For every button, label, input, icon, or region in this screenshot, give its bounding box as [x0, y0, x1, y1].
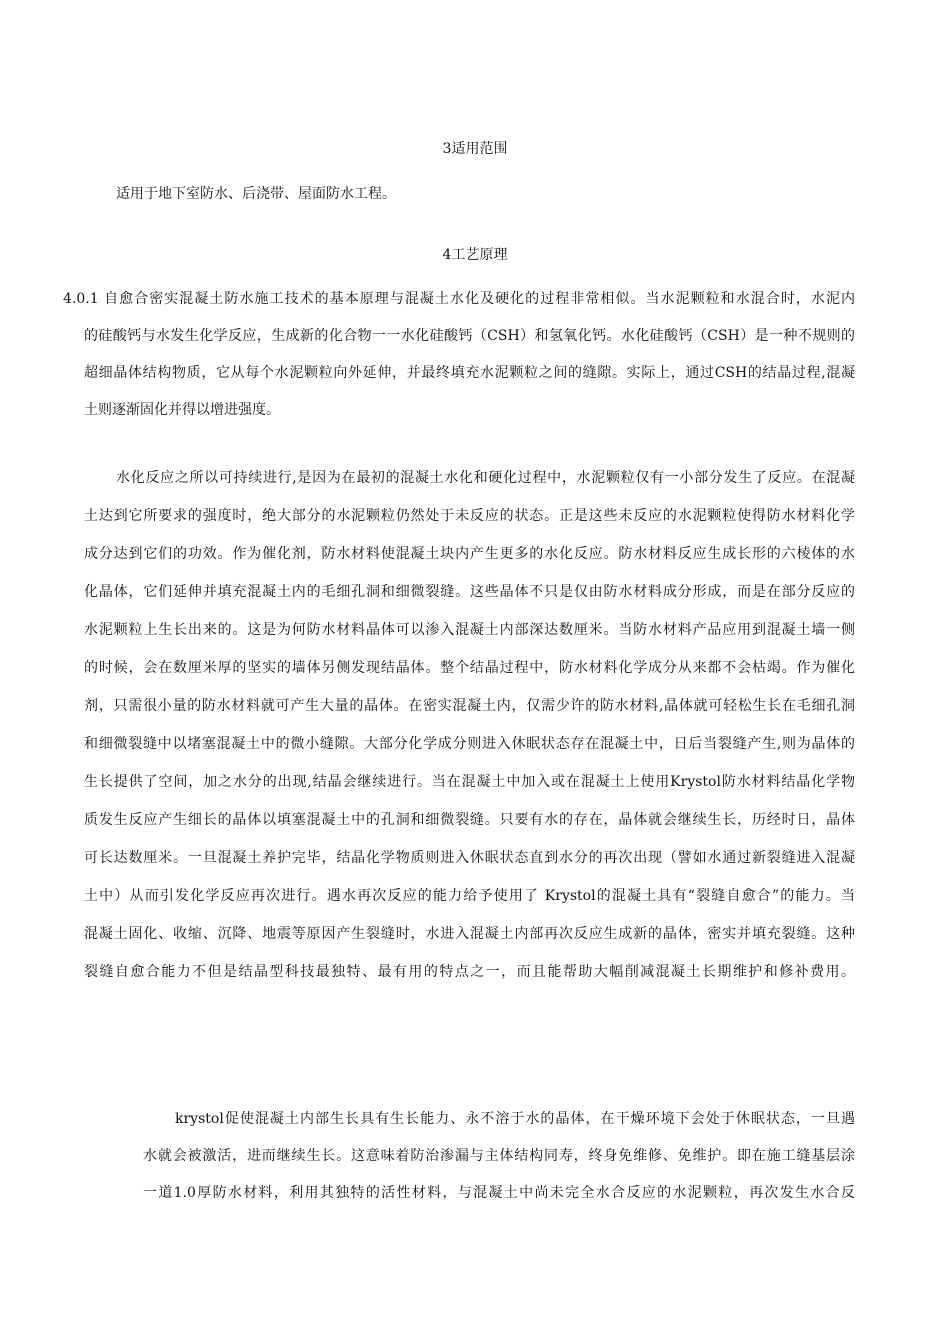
paragraph-2-line: 成分达到它们的功效。作为催化剂，防水材料使混凝土块内产生更多的水化反应。防水材料反应生成长形的六棱体的水 — [84, 546, 855, 562]
paragraph-2-line: 土中）从而引发化学反应再次进行。遇水再次反应的能力给予使用了 Krystol的混凝土具有“裂缝自愈合”的能力。当 — [84, 888, 855, 904]
paragraph-3-line: krystol促使混凝土内部生长具有生长能力、永不溶于水的晶体，在干燥环境下会处于休眠状态，一旦遇 — [175, 1111, 855, 1127]
paragraph-1-line: 超细晶体结构物质，它从每个水泥颗粒向外延伸，并最终填充水泥颗粒之间的缝隙。实际上，通过CSH的结晶过程,混凝 — [84, 365, 855, 381]
paragraph-2-line: 的时候，会在数厘米厚的坚实的墙体另侧发现结晶体。整个结晶过程中，防水材料化学成分从来都不会枯竭。作为催化 — [84, 660, 855, 676]
paragraph-3-line: 水就会被激活，进而继续生长。这意味着防治渗漏与主体结构同寿，终身免维修、免维护。即在施工缝基层涂 — [143, 1148, 855, 1164]
paragraph-2-line: 裂缝自愈合能力不但是结晶型科技最独特、最有用的特点之一，而且能帮助大幅削减混凝土长期维护和修补费用。 — [84, 964, 855, 980]
paragraph-2-line: 混凝土固化、收缩、沉降、地震等原因产生裂缝时，水进入混凝土内部再次反应生成新的晶体，密实并填充裂缝。这种 — [84, 926, 855, 942]
paragraph-1-line: 4.0.1 自愈合密实混凝土防水施工技术的基本原理与混凝土水化及硬化的过程非常相似。当水泥颗粒和水混合时，水泥内 — [63, 291, 855, 307]
paragraph-2-line: 质发生反应产生细长的晶体以填塞混凝土中的孔洞和细微裂缝。只要有水的存在，晶体就会继续生长，历经时日，晶体 — [84, 812, 855, 828]
paragraph-2-line: 水化反应之所以可持续进行,是因为在最初的混凝土水化和硬化过程中，水泥颗粒仅有一小部分发生了反应。在混凝 — [116, 470, 855, 486]
paragraph-2-line: 水泥颗粒上生长出来的。这是为何防水材料晶体可以渗入混凝土内部深达数厘米。当防水材料产品应用到混凝土墙一侧 — [84, 622, 855, 638]
paragraph-2-line: 生长提供了空间，加之水分的出现,结晶会继续进行。当在混凝土中加入或在混凝土上使用Krystol防水材料结晶化学物 — [84, 774, 855, 790]
paragraph-2-line: 化晶体，它们延伸并填充混凝土内的毛细孔洞和细微裂缝。这些晶体不只是仅由防水材料成分形成，而是在部分反应的 — [84, 584, 855, 600]
scope-text: 适用于地下室防水、后浇带、屋面防水工程。 — [116, 186, 396, 202]
paragraph-2-line: 剂，只需很小量的防水材料就可产生大量的晶体。在密实混凝土内，仅需少许的防水材料,晶体就可轻松生长在毛细孔洞 — [84, 698, 855, 714]
section-heading-scope: 3适用范围 — [442, 141, 508, 157]
paragraph-1-line: 的硅酸钙与水发生化学反应，生成新的化合物一一水化硅酸钙（CSH）和氢氧化钙。水化硅酸钙（CSH）是一种不规则的 — [84, 328, 855, 344]
paragraph-2-line: 可长达数厘米。一旦混凝土养护完毕，结晶化学物质则进入休眠状态直到水分的再次出现（譬如水通过新裂缝进入混凝 — [84, 850, 855, 866]
paragraph-3-line: 一道1.0厚防水材料，利用其独特的活性材料，与混凝土中尚未完全水合反应的水泥颗粒，再次发生水合反 — [143, 1185, 855, 1201]
paragraph-2-line: 土达到它所要求的强度时，绝大部分的水泥颗粒仍然处于未反应的状态。正是这些未反应的水泥颗粒使得防水材料化学 — [84, 508, 855, 524]
section-heading-principle: 4工艺原理 — [442, 247, 508, 263]
paragraph-1-line: 土则逐渐固化并得以增进强度。 — [84, 402, 280, 418]
paragraph-2-line: 和细微裂缝中以堵塞混凝土中的微小缝隙。大部分化学成分则进入休眠状态存在混凝土中，日后当裂缝产生,则为晶体的 — [84, 736, 855, 752]
